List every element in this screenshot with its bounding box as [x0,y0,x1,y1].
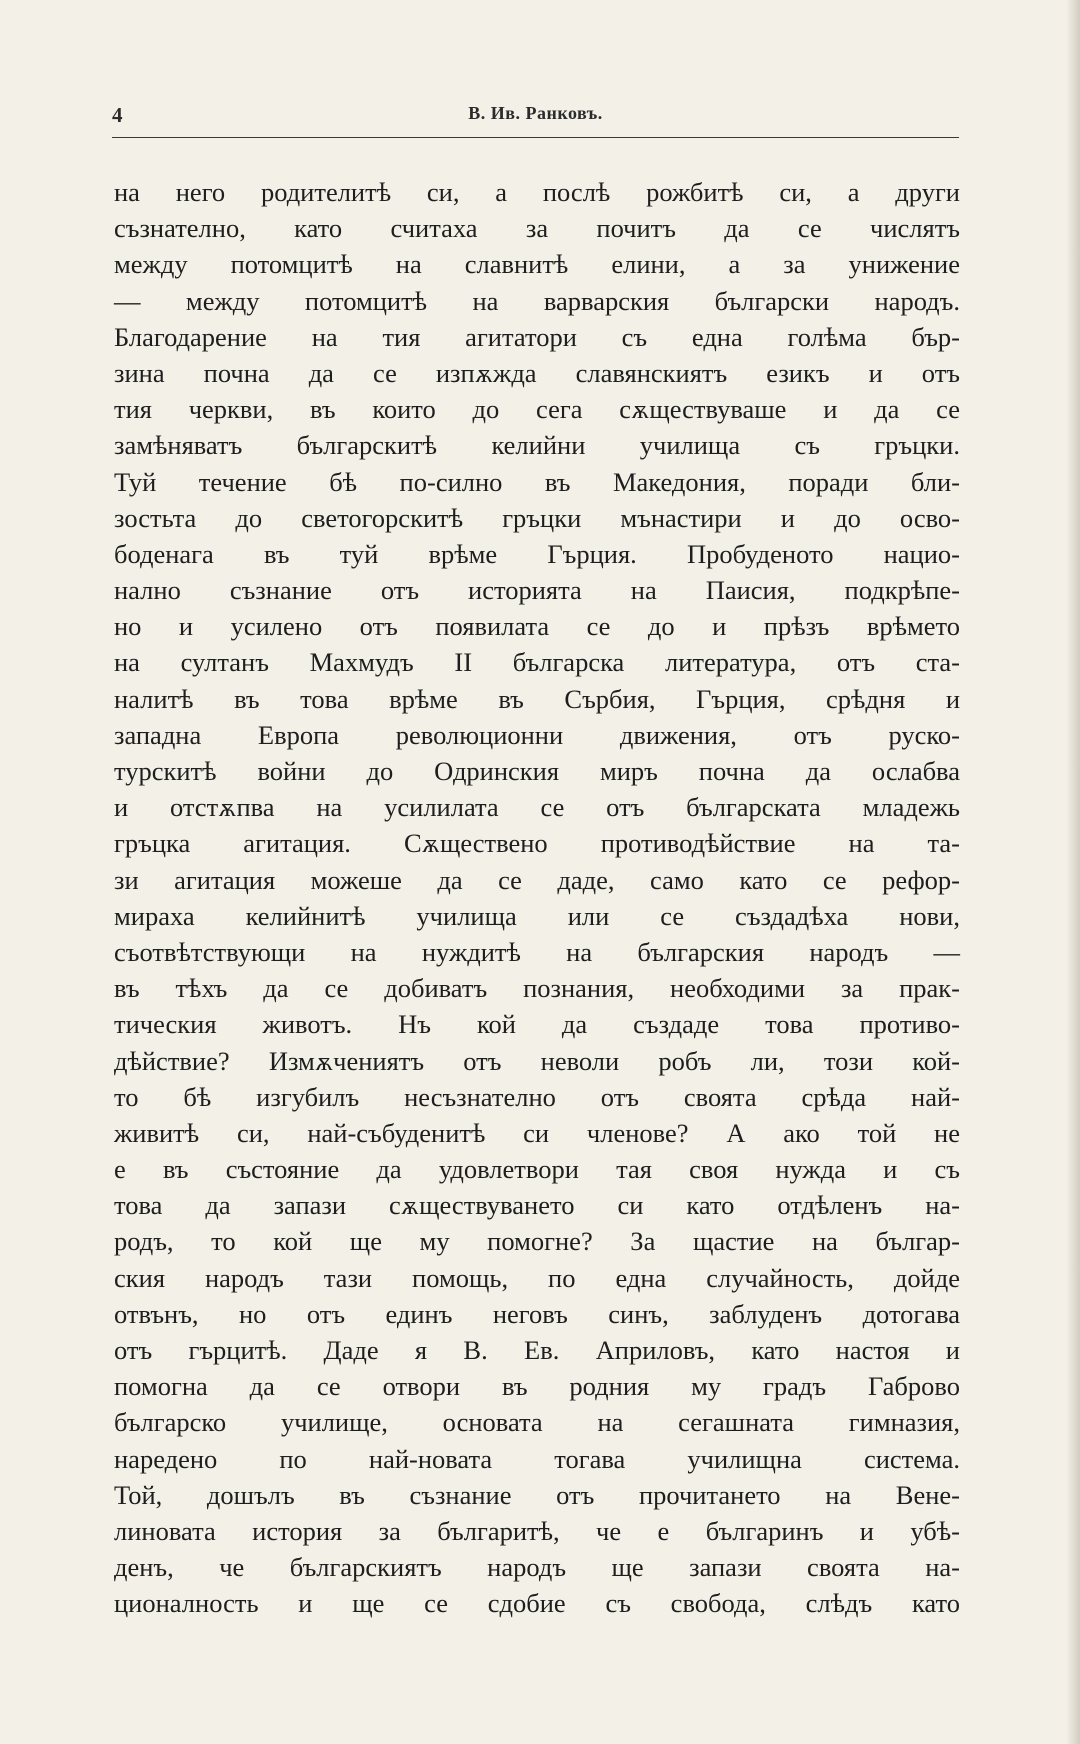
text-line: родъ, то кой ще му помогне? За щастие на българ- [114,1226,960,1257]
text-line: западна Европа революционни движения, отъ руско- [114,719,960,750]
text-line: наредено по най-новата тогава училищна система. [114,1443,960,1474]
text-line: съотвѣтствующи на нуждитѣ на българския народъ — [114,936,960,967]
text-line: турскитѣ войни до Одринския миръ почна да ослабва [114,756,960,786]
text-line: живитѣ си, най-събуденитѣ си членове? А ако той не [114,1117,960,1148]
page-number: 4 [112,103,123,127]
text-line: на султанъ Махмудъ II българска литература, отъ ста- [114,647,960,678]
text-line: замѣняватъ българскитѣ келийни училища съ гръцки. [114,430,960,461]
text-line: гръцка агитация. Сѫществено противодѣйствие на та- [114,828,960,859]
text-line: зи агитация можеше да се даде, само като се рефор- [114,864,960,895]
body-text [114,174,960,1622]
text-line: боденага въ туй врѣме Гърция. Пробуденото нацио- [114,538,960,569]
running-title: В. Ив. Ранковъ. [468,103,603,123]
text-line: между потомцитѣ на славнитѣ елини, а за унижение [114,249,960,280]
text-line: налитѣ въ това врѣме въ Сърбия, Гърция, срѣдня и [114,683,960,714]
text-line: Благодарение на тия агитатори съ една голѣма бър- [114,321,960,352]
text-line: то бѣ изгубилъ несъзнателно отъ своята срѣда най- [114,1081,960,1112]
text-line: мираха келийнитѣ училища или се създадѣха нови, [114,900,960,931]
text-line: това да запази сѫществуването си като отдѣленъ на- [114,1190,960,1221]
text-line: нално съзнание отъ историята на Паисия, подкрѣпе- [114,575,960,606]
text-line: но и усилено отъ появилата се до и прѣзъ врѣмето [114,611,960,642]
text-line: дѣйствие? Измѫчениятъ отъ неволи робъ ли, този кой- [114,1045,960,1076]
page-edge-shadow [1066,0,1080,1744]
text-line: — между потомцитѣ на варварския български народъ. [114,285,960,316]
page-header [112,103,959,133]
header-rule [112,137,959,138]
text-line: и отстѫпва на усилилата се отъ българската младежь [114,792,960,823]
text-line: отвънъ, но отъ единъ неговъ синъ, заблуденъ дотогава [114,1298,960,1329]
text-line: българско училище, основата на сегашната гимназия, [114,1407,960,1438]
text-line: тическия животъ. Нъ кой да създаде това противо- [114,1009,960,1040]
text-line: денъ, че българскиятъ народъ ще запази своята на- [114,1552,960,1583]
text-line: зостьта до светогорскитѣ гръцки мънастири и до осво- [114,502,960,533]
text-line: Той, дошълъ въ съзнание отъ прочитането на Вене- [114,1479,960,1510]
text-line: на него родителитѣ си, а послѣ рожбитѣ си, а други [114,177,960,207]
text-line: зина почна да се изпѫжда славянскиятъ езикъ и отъ [114,357,960,388]
text-line: отъ гърцитѣ. Даде я В. Ев. Априловъ, като настоя и [114,1335,960,1365]
text-line: помогна да се отвори въ родния му градъ Габрово [114,1371,960,1402]
text-line: линовата история за българитѣ, че е българинъ и убѣ- [114,1515,960,1546]
text-line: съзнателно, като считаха за почитъ да се числятъ [114,213,960,244]
text-line: тия черкви, въ които до сега сѫществуваше и да се [114,394,960,425]
text-line: е въ състояние да удовлетвори тая своя нужда и съ [114,1154,960,1185]
text-line: ския народъ тази помощь, по една случайность, дойде [114,1262,960,1293]
text-line: Туй течение бѣ по-силно въ Македония, поради бли- [114,466,960,497]
text-line: въ тѣхъ да се добиватъ познания, необходими за прак- [114,973,960,1004]
text-line: ционалность и ще се сдобие съ свобода, слѣдъ като [114,1588,960,1619]
